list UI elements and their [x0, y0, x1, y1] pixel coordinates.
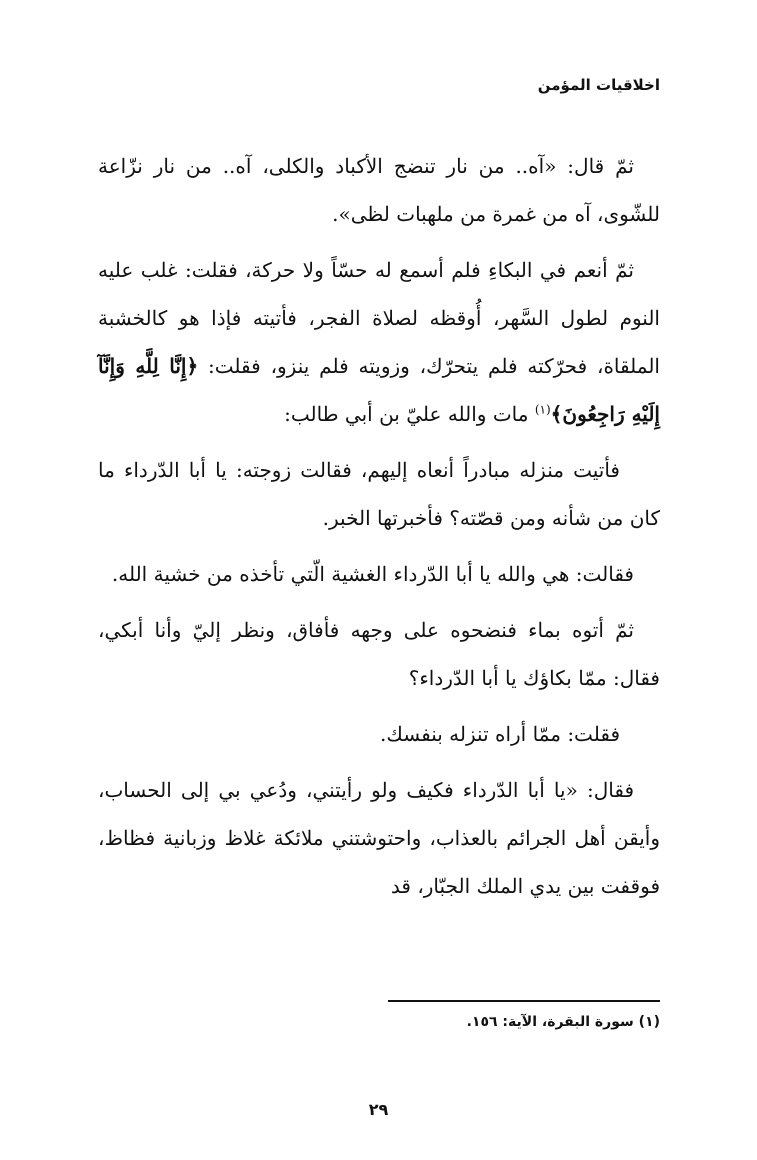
page-number: ٢٩: [368, 1100, 389, 1119]
body-text: [98, 142, 660, 918]
footnote-reference: (١): [534, 402, 551, 417]
paragraph-2-text: ثمّ أنعم في البكاءِ فلم أسمع له حسّاً ولا حركة، فقلت: غلب عليه النوم لطول السَّهر، أُوقظه لصلاة الفجر، فأتيته فإذا هو كالخشبة الملقاة، فحرّكته فلم يتحرّك، وزويته فلم ينزو، فقلت:: [98, 258, 660, 378]
footnote-divider: [388, 1000, 660, 1002]
paragraph-2-continuation: مات والله عليّ بن أبي طالب:: [284, 402, 529, 426]
paragraph-6: فقلت: ممّا أراه تنزله بنفسك.: [380, 722, 620, 746]
footnote: (١) سورة البقرة، الآية: ١٥٦.: [466, 1014, 660, 1030]
paragraph-2: [98, 246, 660, 438]
paragraph-3: فأتيت منزله مبادراً أنعاه إليهم، فقالت زوجته: يا أبا الدّرداء ما كان من شأنه ومن قصّته؟ فأخبرتها الخبر.: [98, 458, 660, 530]
running-header: اخلاقيات المؤمن: [537, 76, 660, 94]
paragraph-5: ثمّ أتوه بماء فنضحوه على وجهه فأفاق، ونظر إليّ وأنا أبكي، فقال: ممّا بكاؤك يا أبا الدّرداء؟: [98, 618, 660, 690]
paragraph-4: فقالت: هي والله يا أبا الدّرداء الغشية الّتي تأخذه من خشية الله.: [111, 562, 634, 586]
quran-verse: ﴿إِنَّا لِلَّهِ وَإِنَّآ إِلَيْهِ رَاجِعُونَ﴾: [98, 354, 660, 426]
paragraph-7: فقال: «يا أبا الدّرداء فكيف ولو رأيتني، ودُعي بي إلى الحساب، وأيقن أهل الجرائم بالعذاب، واحتوشتني ملائكة غلاظ وزبانية فظاظ، فوقفت بين يدي الملك الجبّار، قد: [98, 778, 660, 898]
paragraph-1: ثمّ قال: «آه.. من نار تنضج الأكباد والكلى، آه.. من نار نزّاعة للشّوى، آه من غمرة من ملهبات لظى».: [98, 154, 660, 226]
